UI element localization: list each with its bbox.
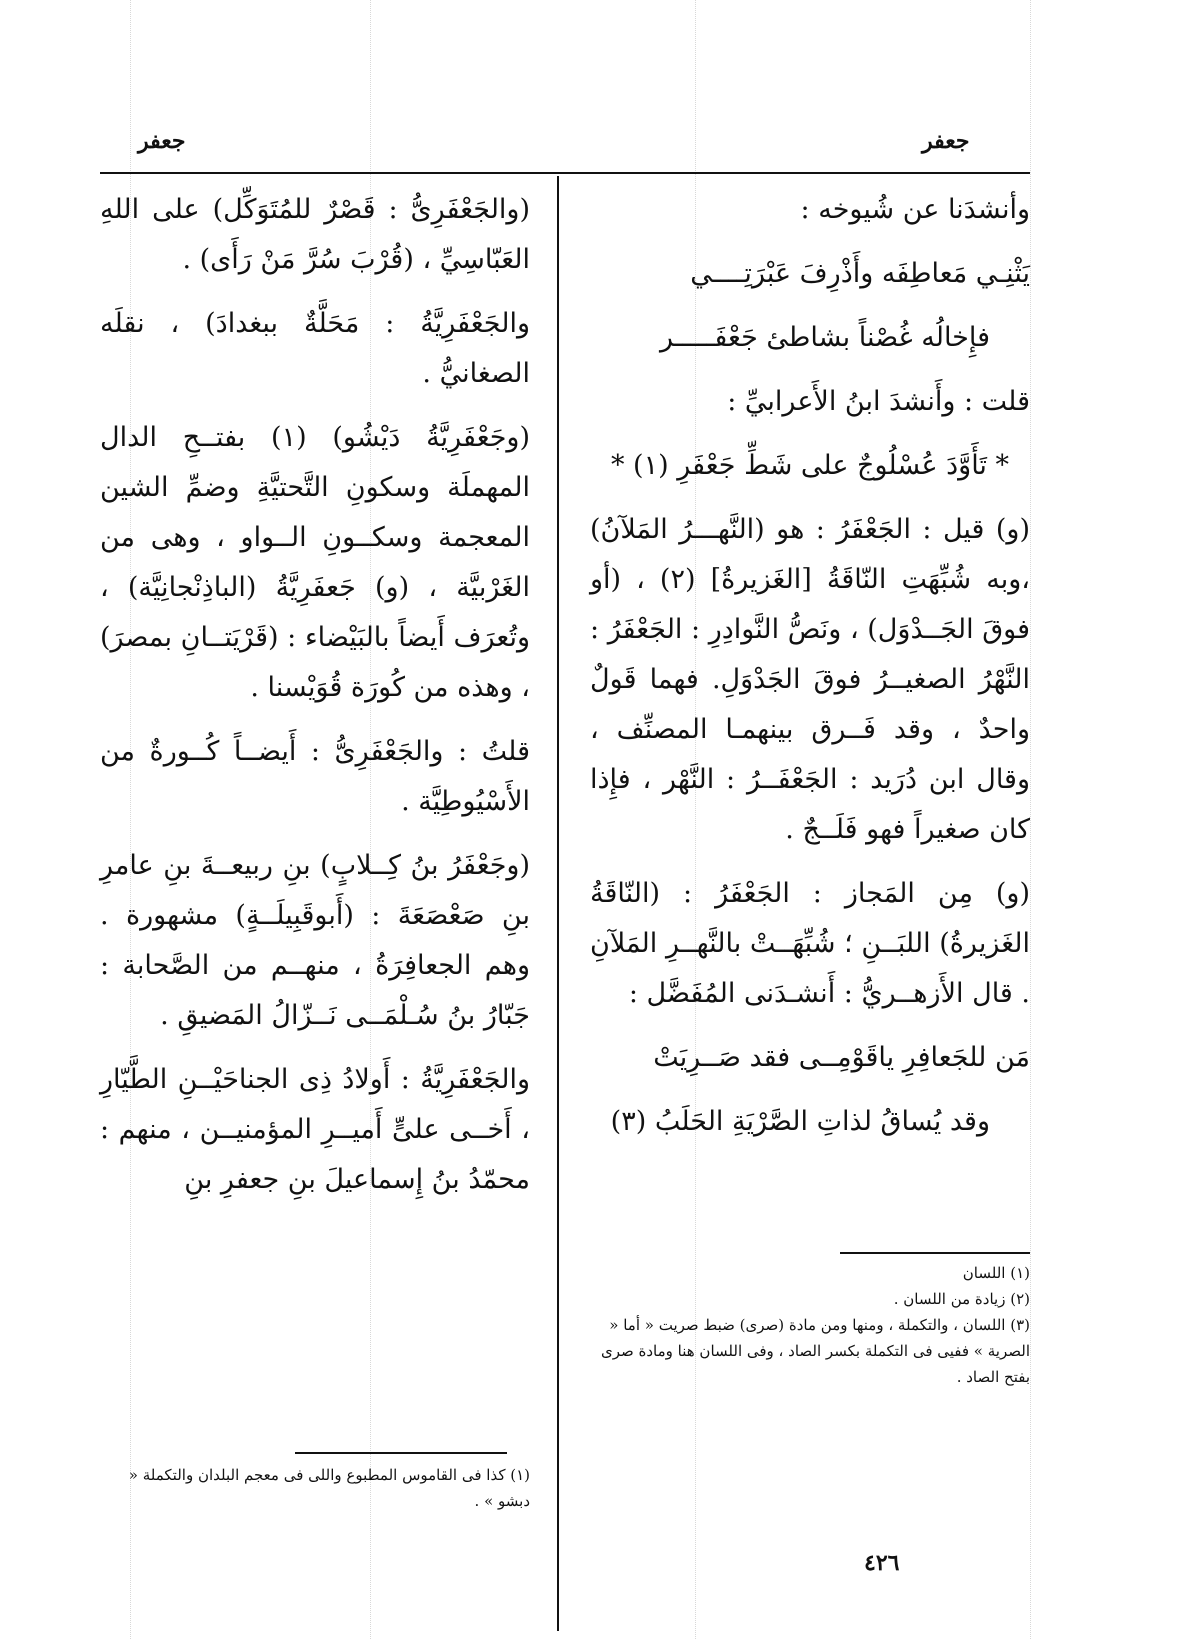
paragraph: والجَعْفَرِيَّةُ : مَحَلَّةٌ ببغدادَ) ، نقلَه الصغانيُّ . — [100, 308, 530, 389]
verse-line: وقد يُساقُ لذاتِ الصَّرْيَةِ الحَلَبُ (٣) — [610, 1106, 990, 1137]
verse-line: مَن للجَعافِرِ ياقَوْمِــى فقد صَــرِيَتْ — [653, 1042, 1030, 1073]
paragraph: قلتُ : والجَعْفَرِىُّ : أَيضــاً كُــورةٌ من الأَسْيُوطِيَّة . — [100, 736, 530, 817]
paragraph: قلت : وأَنشدَ ابنُ الأَعرابيِّ : — [727, 386, 1030, 417]
paragraph: (وجَعْفَرُ بنُ كِــلابٍ) بنِ ربيعــةَ بنِ عامرِ بنِ صَعْصَعَةَ : (أَبوقَبِيلَــةٍ) مشهورة . وهم الجعافِرَةُ ، منهــم من الصَّحابة : جَبّارُ بنُ سُـلْمَــى نَــزّالُ المَضيقِ . — [100, 850, 530, 1031]
footnote: (٣) اللسان ، والتكملة ، ومنها ومن مادة (صرى) ضبط صريت « أما « الصرية » ففيى فى التكملة بكسر الصاد ، وفى اللسان هنا ومادة صرى بفتح الصاد . — [600, 1316, 1030, 1386]
footnote-rule — [840, 1252, 1030, 1254]
paragraph: (و) مِن المَجاز : الجَعْفَرُ : (النّاقَةُ الغَزيرةُ) اللبَــنِ ؛ شُبِّهَــتْ بالنَّهــرِ المَلآنِ . قال الأَزهــريُّ : أَنشـدَنى المُفَضَّل : — [590, 878, 1030, 1009]
running-head-left: جعفر — [138, 128, 186, 154]
footnotes-left — [100, 1462, 530, 1514]
intro-line: وأنشدَنا عن شُيوخه : — [800, 194, 1030, 225]
paragraph: (وجَعْفَرِيَّةُ دَيْشُو) (١) بفتــحِ الدال المهملَة وسكونِ التَّحتيَّةِ وضمِّ الشين المعجمة وسكــونِ الــواو ، وهى من الغَرْبيَّة ، (و) جَعفَرِيَّةُ (الباذِنْجانِيَّة) ، وتُعرَف أَيضاً بالبَيْضاء : (قَرْيَتــانِ بمصرَ) ، وهذه من كُورَة قُوَيْسنا . — [100, 422, 530, 703]
right-column — [590, 185, 1030, 1161]
column-separator — [557, 176, 559, 1631]
footnote-rule — [295, 1452, 507, 1454]
verse-line: فإِخالُه غُصْناً بشاطئ جَعْفَـــــر — [659, 322, 990, 353]
footnote: (١) كذا فى القاموس المطبوع واللى فى معجم البلدان والتكملة « دبشو » . — [128, 1466, 530, 1510]
footnotes-right — [600, 1260, 1030, 1390]
footnote: (١) اللسان — [962, 1264, 1030, 1282]
running-head-right: جعفر — [922, 128, 970, 154]
verse-line: * تَأَوَّدَ عُسْلُوجٌ على شَطِّ جَعْفَرِ (١) * — [610, 450, 1010, 481]
paragraph: (والجَعْفَرِىُّ : قَصْرٌ للمُتَوَكِّل) على اللهِ العَبّاسِيِّ ، (قُرْبَ سُرَّ مَنْ رَأَى) . — [100, 194, 530, 275]
page-number: ٤٢٦ — [864, 1550, 900, 1576]
paragraph: (و) قيل : الجَعْفَرُ : هو (النَّهـــرُ المَلآنُ) ،وبه شُبِّهَتِ النّاقَةُ [الغَزيرةُ] (٢) ، (أو فوقَ الجَــدْوَل) ، ونَصُّ النَّوادِرِ : الجَعْفَرُ : النَّهْرُ الصغيــرُ فوقَ الجَدْوَلِ. فهما قَولٌ واحدٌ ، وقد فَــرق بينهمـا المصنِّف ، وقال ابن دُرَيد : الجَعْفَــرُ : النَّهْر ، فإِذا كان صغيراً فهو فَلَــجٌ . — [590, 514, 1030, 845]
paragraph: والجَعْفَرِيَّةُ : أَولادُ ذِى الجناحَيْــنِ الطَّيّارِ ، أَخــى علىٍّ أَميــرِ المؤمنيــن ، منهم : محمّدُ بنُ إِسماعيلَ بنِ جعفرِ بنِ — [100, 1064, 530, 1195]
verse-line: يَثْنِـي مَعاطِفَه وأَذْرِفَ عَبْرَتِــــي — [690, 258, 1030, 289]
header-rule — [100, 172, 1030, 174]
scan-guide-line — [1030, 0, 1031, 1639]
footnote: (٢) زيادة من اللسان . — [893, 1290, 1030, 1308]
left-column — [100, 185, 530, 1219]
